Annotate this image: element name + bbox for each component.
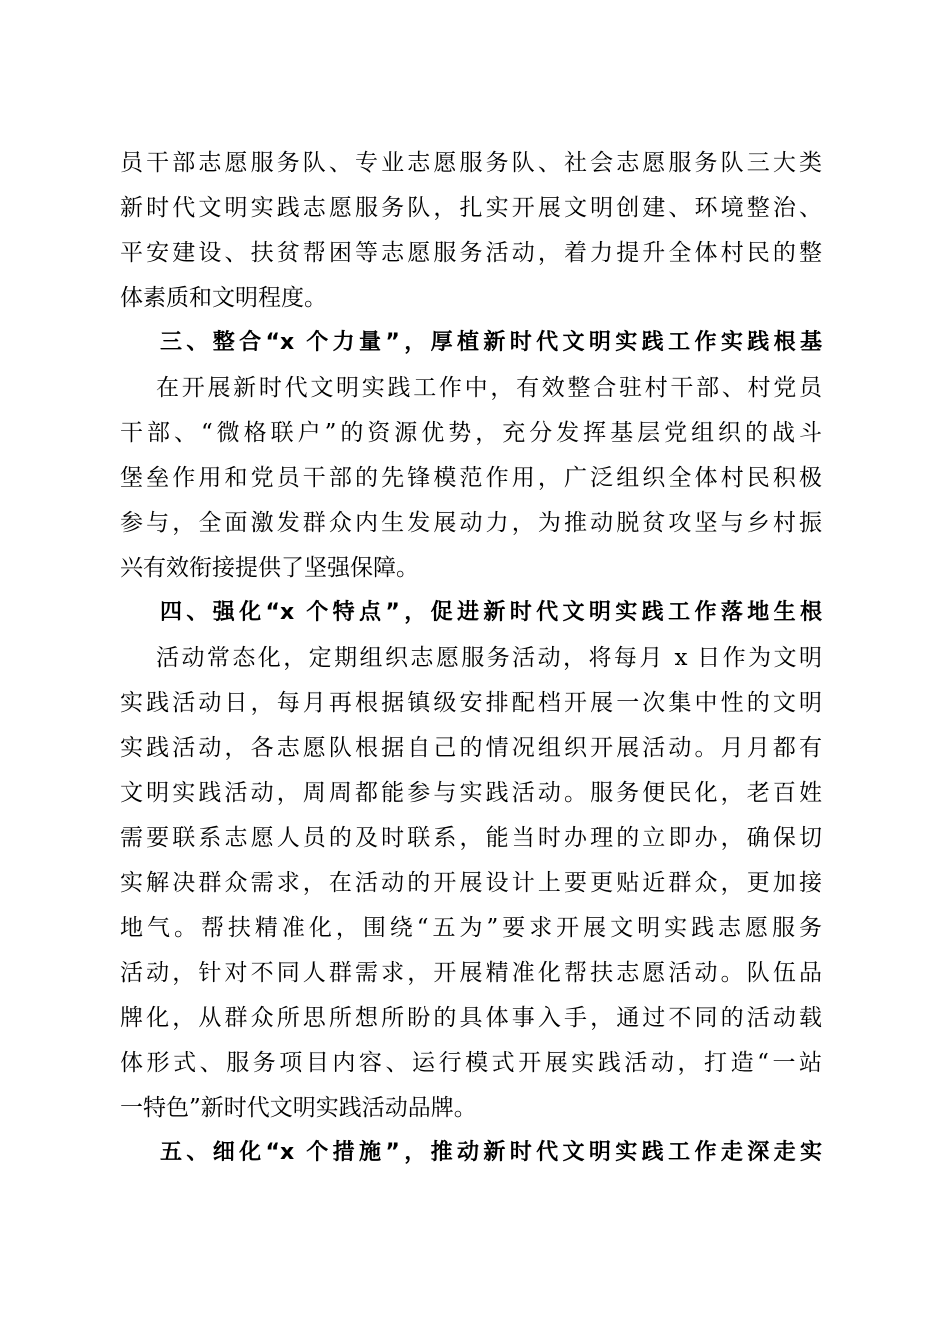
para2-line-2: 干部、“微格联户”的资源优势，充分发挥基层党组织的战斗 [120,420,822,446]
para2-line-1: 在开展新时代文明实践工作中，有效整合驻村干部、村党员 [156,375,822,401]
para1-line-1: 员干部志愿服务队、专业志愿服务队、社会志愿服务队三大类 [120,150,822,176]
para3-line-6: 实解决群众需求，在活动的开展设计上要更贴近群众，更加接 [120,870,822,896]
para2-line-4: 参与，全面激发群众内生发展动力，为推动脱贫攻坚与乡村振 [120,510,822,536]
para3-line-7: 地气。帮扶精准化，围绕“五为”要求开展文明实践志愿服务 [120,915,822,941]
para3-line-3: 实践活动，各志愿队根据自己的情况组织开展活动。月月都有 [120,735,822,761]
para2-line-5: 兴有效衔接提供了坚强保障。 [120,555,419,581]
para2-line-3: 堡垒作用和党员干部的先锋模范作用，广泛组织全体村民积极 [120,465,822,491]
para3-line-8: 活动，针对不同人群需求，开展精准化帮扶志愿活动。队伍品 [120,960,822,986]
para3-line-9: 牌化，从群众所思所想所盼的具体事入手，通过不同的活动载 [120,1005,822,1031]
para3-line-10: 体形式、服务项目内容、运行模式开展实践活动，打造“一站 [120,1050,822,1076]
para1-line-4: 体素质和文明程度。 [120,285,327,311]
para1-line-3: 平安建设、扶贫帮困等志愿服务活动，着力提升全体村民的整 [120,240,822,266]
para1-line-2: 新时代文明实践志愿服务队，扎实开展文明创建、环境整治、 [120,195,822,221]
para3-line-2: 实践活动日，每月再根据镇级安排配档开展一次集中性的文明 [120,690,822,716]
para3-line-4: 文明实践活动，周周都能参与实践活动。服务便民化，老百姓 [120,780,822,806]
section-heading-4: 四、强化“x 个特点”，促进新时代文明实践工作落地生根 [160,600,822,625]
para3-line-5: 需要联系志愿人员的及时联系，能当时办理的立即办，确保切 [120,825,822,851]
section-heading-5: 五、细化“x 个措施”，推动新时代文明实践工作走深走实 [160,1140,822,1165]
section-heading-3: 三、整合“x 个力量”，厚植新时代文明实践工作实践根基 [160,330,822,355]
para3-line-1: 活动常态化，定期组织志愿服务活动，将每月 x 日作为文明 [156,645,822,671]
para3-line-11: 一特色”新时代文明实践活动品牌。 [120,1095,477,1121]
